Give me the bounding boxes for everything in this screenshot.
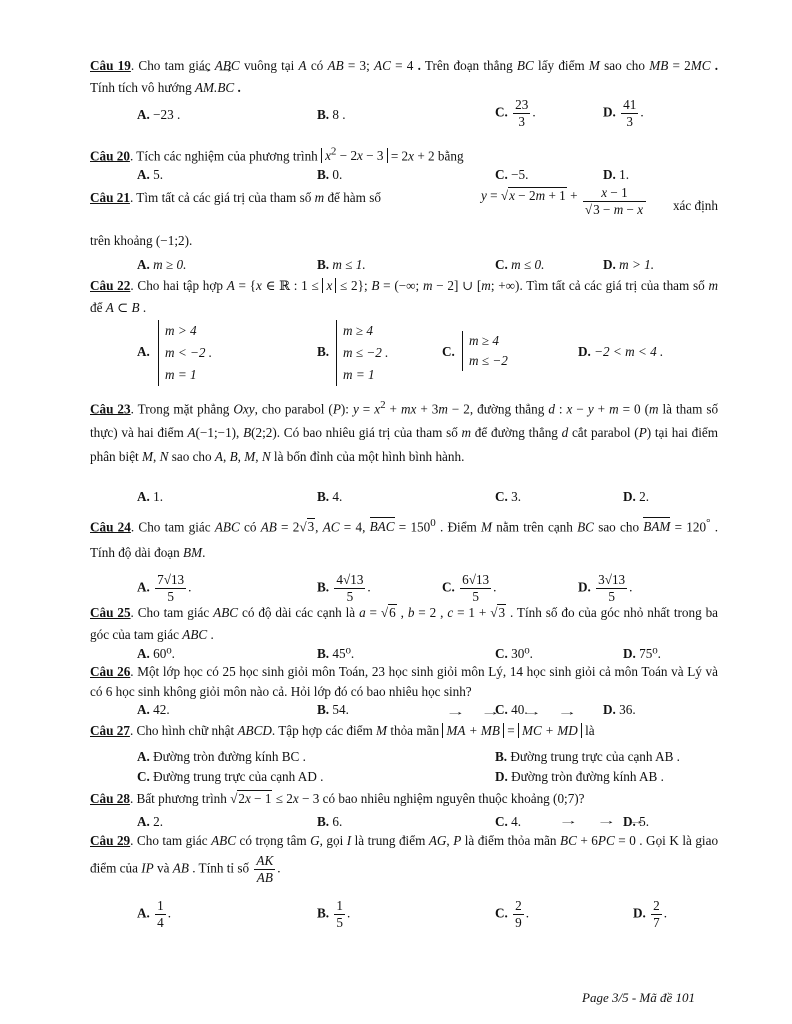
question-29: Câu 29. Cho tam giác ABC có trọng tâm G, gọi I là trung điểm AG, P là điểm thỏa mãn → BC + 6→ PC = → 0 . Gọi K là giao điểm của IP và AB . Tính tỉ số $\frac{AK}{AB}$ . xyxy=(90,829,718,886)
option-value: 8 . xyxy=(332,107,346,122)
options-20: A. 5. B. 0. C. −5. D. 1. xyxy=(137,167,630,182)
option-value: −23 . xyxy=(153,107,181,122)
question-24: Câu 24. Cho tam giác ABC có AB = 2√3, AC = 4, BAC = $150^0$ . Điểm M nằm trên cạnh BC sao cho BAM = 120° . Tính độ dài đoạn BM. xyxy=(90,517,719,561)
question-27: Câu 27. Cho hình chữ nhật ABCD. Tập hợp các điểm M thỏa mãn → MA + → MB = → MC + → MD là xyxy=(90,720,718,742)
question-22: Câu 22. Cho hai tập hợp A = {x ∈ ℝ : 1 ≤ x ≤ 2}; B = (−∞; m − 2] ∪ [m; +∞). Tìm tất cả các giá trị của tham số m để A ⊂ B . xyxy=(90,278,718,315)
options-27-row2: C. Đường trung trực của cạnh AD . D. Đường tròn đường kính AB . xyxy=(137,769,664,784)
options-26: A. 42. B. 54. C. 40. D. 36. xyxy=(137,702,636,717)
question-26: Câu 26. Một lớp học có 25 học sinh giỏi môn Toán, 23 học sinh giỏi môn Lý, 14 học sinh giỏi cả môn Toán và Lý và có 6 học sinh không giỏi môn nào cả. Hỏi lớp đó có bao nhiêu học sinh? xyxy=(90,664,718,699)
question-25: Câu 25. Cho tam giác ABC có độ dài các cạnh là a = √6 , b = 2 , c = 1 + √3 . Tính số đo của góc nhỏ nhất trong ba góc của tam giác ABC . xyxy=(90,605,719,642)
options-28: A. 2. B. 6. C. 4. D. 5. xyxy=(137,814,650,829)
options-29: A. $\frac{1}{4}$ . B. $\frac{1}{5}$ . C. $\frac{2}{9}$ . D. $\frac{2}{7}$ . xyxy=(137,898,668,930)
question-21: Câu 21. Tìm tất cả các giá trị của tham số m để hàm số y = √x − 2m + 1 + $\frac{x - 1}{√3 - m - x}$ xác định xyxy=(90,185,718,217)
question-28: Câu 28. Bất phương trình √2x − 1 ≤ 2x − 3 có bao nhiêu nghiệm nguyên thuộc khoảng (0;7)? xyxy=(90,791,585,806)
options-24: A. $\frac{7√13}{5}$ . B. $\frac{4√13}{5}$ . C. $\frac{6√13}{5}$ . D. $\frac{3√13}{5}$ . xyxy=(137,572,633,604)
page-footer: Page 3/5 - Mã đề 101 xyxy=(582,990,696,1005)
options-22: A. m > 4 m < −2 . m = 1 B. m ≥ 4 m ≤ −2 . m = 1 C. m ≥ 4 m ≤ −2 D. −2 < m < 4 . xyxy=(90,318,718,388)
options-27-row1: A. Đường tròn đường kính BC . B. Đường trung trực của cạnh AB . xyxy=(137,749,680,764)
options-21: A. m ≥ 0. B. m ≤ 1. C. m ≤ 0. D. m > 1. xyxy=(137,257,655,272)
question-23: Câu 23. Trong mặt phẳng Oxy, cho parabol (P): $y = x^2$ + mx + 3m − 2, đường thẳng d : x − y + m = 0 (m là tham số thực) và hai điểm A(−1;−1), B(2;2). Có bao nhiêu giá trị của tham số m để đường thẳng d cắt parabol (P) tại hai điểm phân biệt M, N sao cho A, B, M, N là bốn đỉnh của một hình bình hành. xyxy=(90,399,719,465)
question-21-line2: trên khoảng (−1;2). xyxy=(90,233,193,248)
question-20: Câu 20. Tích các nghiệm của phương trình $x^2 - 2x - 3 = 2x + 2$ bằng xyxy=(90,146,464,164)
question-number: Câu 19 xyxy=(90,58,131,73)
options-19: A. −23 . B. 8 . C. $\frac{23}{3}$ . D. $\frac{41}{3}$ . xyxy=(137,97,644,129)
question-19: Câu 19. Cho tam giác ABC vuông tại A có AB = 3; AC = 4 . Trên đoạn thẳng BC lấy điểm M sao cho MB = 2MC . Tính tích vô hướng → AM.→ BC . xyxy=(90,55,718,99)
options-25: A. 60⁰. B. 45⁰. C. 30⁰. D. 75⁰. xyxy=(137,646,661,661)
options-23: A. 1. B. 4. C. 3. D. 2. xyxy=(137,489,650,504)
